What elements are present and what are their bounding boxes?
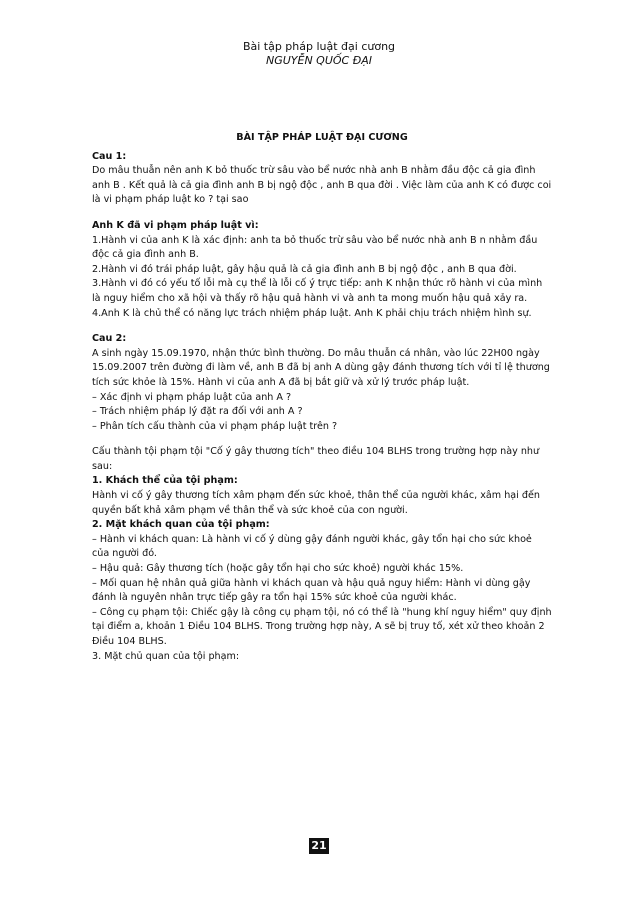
- page-header: [0, 40, 638, 68]
- section-1-text: Hành vi cố ý gây thương tích xâm phạm đến sức khoẻ, thân thể của người khác, xâm hại đến quyền bất khả xâm phạm về thân thể và sức khoẻ của con người.: [92, 490, 540, 516]
- question-2-label: Cau 2:: [92, 333, 127, 345]
- header-course-title: Bài tập pháp luật đại cương: [242, 40, 396, 53]
- question-1-label: Cau 1:: [92, 150, 127, 162]
- header-author: NGUYỄN QUỐC ĐẠI: [265, 54, 373, 67]
- answer-1-point: 1.Hành vi của anh K là xác định: anh ta bỏ thuốc trừ sâu vào bể nước nhà anh B n nhằm đầu độc cả gia đình anh B.: [92, 234, 538, 261]
- question-2-text: A sinh ngày 15.09.1970, nhận thức bình thường. Do mâu thuẫn cá nhân, vào lúc 22H00 ngày 15.09.2007 trên đường đi làm về, anh B đã bị anh A dùng gậy đánh thương tích với tỉ lệ thương tích sức khỏe là 15%. Hành vi của anh A đã bị bắt giữ và xử lý trước pháp luật.: [92, 347, 550, 388]
- answer-1-point: 2.Hành vi đó trái pháp luật, gây hậu quả là cả gia đình anh B bị ngộ độc , anh B qua đời.: [92, 263, 517, 275]
- section-2-heading: 2. Mặt khách quan của tội phạm:: [92, 519, 270, 531]
- question-2-item: – Trách nhiệm pháp lý đặt ra đối với anh A ?: [92, 406, 303, 418]
- document-body: [92, 131, 552, 664]
- document-title: BÀI TẬP PHÁP LUẬT ĐẠI CƯƠNG: [236, 132, 408, 143]
- section-1-heading: 1. Khách thể của tội phạm:: [92, 475, 238, 487]
- answer-1-point: 4.Anh K là chủ thể có năng lực trách nhiệm pháp luật. Anh K phải chịu trách nhiệm hình sự.: [92, 307, 532, 319]
- section-2-item: – Công cụ phạm tội: Chiếc gậy là công cụ phạm tội, nó có thể là "hung khí nguy hiểm" quy định tại điểm a, khoản 1 Điều 104 BLHS. Trong trường hợp này, A sẽ bị truy tố, xét xử theo khoản 2 Điều 104 BLHS.: [92, 606, 552, 647]
- answer-2-intro: Cấu thành tội phạm tội "Cố ý gây thương tích" theo điều 104 BLHS trong trường hợp này như sau:: [92, 446, 540, 472]
- question-2-item: – Phân tích cấu thành của vi phạm pháp luật trên ?: [92, 420, 338, 432]
- page-number: 21: [309, 838, 329, 854]
- section-3-heading: 3. Mặt chủ quan của tội phạm:: [92, 650, 240, 662]
- question-1-text: Do mâu thuẫn nên anh K bỏ thuốc trừ sâu vào bể nước nhà anh B nhằm đầu độc cả gia đình anh B . Kết quả là cả gia đình anh B bị ngộ độc , anh B qua đời . Việc làm của anh K có được coi là vi phạm pháp luật ko ? tại sao: [92, 165, 552, 206]
- answer-1-heading: Anh K đã vi phạm pháp luật vì:: [92, 219, 259, 231]
- answer-1-point: 3.Hành vi đó có yếu tố lỗi mà cụ thể là lỗi cố ý trực tiếp: anh K nhận thức rõ hành vi của mình là nguy hiểm cho xã hội và thấy rõ hậu quả hành vi và anh ta mong muốn hậu quả xảy ra.: [92, 278, 543, 304]
- section-2-item: – Hậu quả: Gây thương tích (hoặc gây tổn hại cho sức khoẻ) người khác 15%.: [92, 563, 464, 575]
- question-2-item: – Xác định vi phạm pháp luật của anh A ?: [92, 391, 292, 403]
- section-2-item: – Hành vi khách quan: Là hành vi cố ý dùng gậy đánh người khác, gây tổn hại cho sức khoẻ của người đó.: [92, 533, 532, 560]
- section-2-item: – Mối quan hệ nhân quả giữa hành vi khách quan và hậu quả nguy hiểm: Hành vi dùng gậy đánh là nguyên nhân trực tiếp gây ra tổn hại 15% sức khoẻ của người khác.: [92, 577, 531, 604]
